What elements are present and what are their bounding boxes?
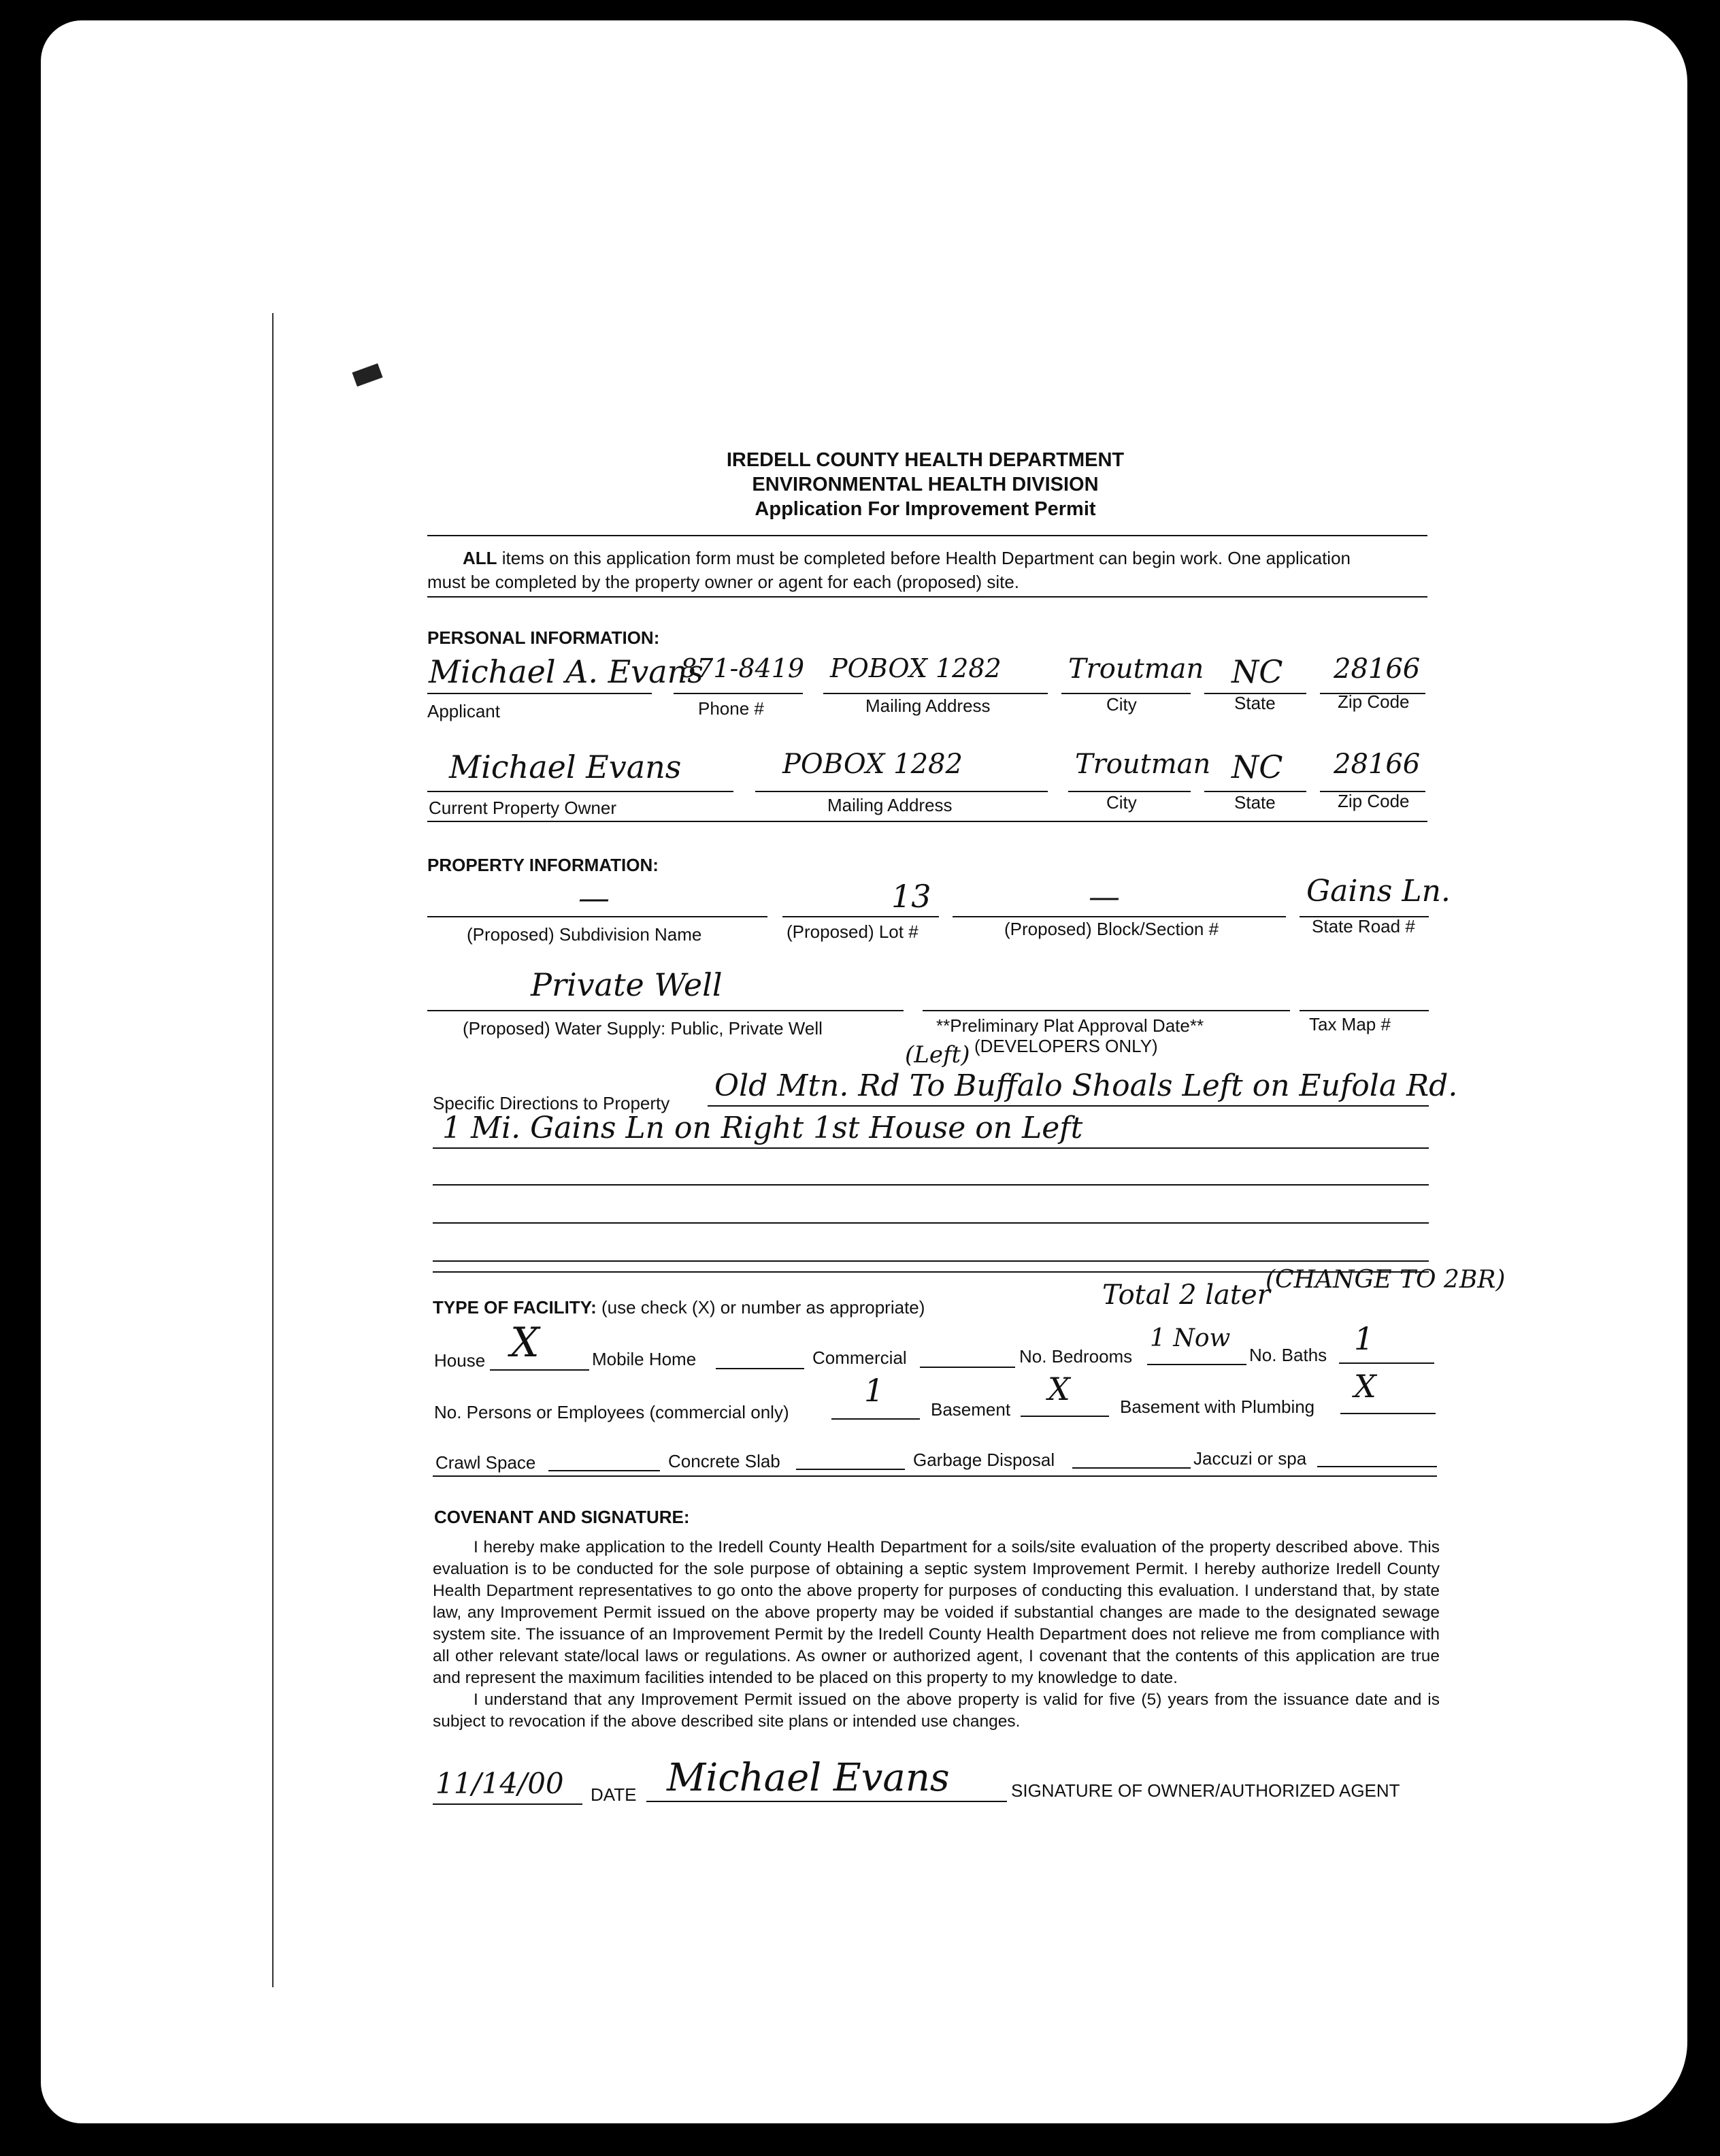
house-value: X: [510, 1319, 540, 1367]
field-line: [782, 916, 939, 917]
facility-line: TYPE OF FACILITY: (use check (X) or number as appropriate): [433, 1297, 925, 1318]
block-value: —: [1089, 878, 1120, 915]
subdivision-label: (Proposed) Subdivision Name: [467, 924, 702, 945]
property-section-title: PROPERTY INFORMATION:: [427, 855, 659, 875]
bedrooms-value: 1 Now: [1150, 1324, 1231, 1352]
applicant-city-value: Troutman: [1068, 653, 1204, 685]
owner-address-value: POBOX 1282: [782, 749, 963, 780]
personal-section-title: PERSONAL INFORMATION:: [427, 627, 660, 648]
directions-note: (Left): [905, 1041, 970, 1068]
water-supply-label: (Proposed) Water Supply: Public, Private Well: [463, 1018, 823, 1039]
basement-label: Basement: [931, 1399, 1011, 1420]
header-line-1: IREDELL COUNTY HEALTH DEPARTMENT: [726, 449, 1125, 471]
field-line: [953, 916, 1286, 917]
date-label: DATE: [591, 1784, 637, 1805]
field-line: [548, 1470, 660, 1471]
intro-line-1: ALL items on this application form must be completed before Health Department can begin work. One application: [463, 548, 1351, 568]
field-line: [427, 1010, 904, 1011]
block-label: (Proposed) Block/Section #: [1004, 919, 1219, 939]
field-line: [1072, 1467, 1191, 1469]
garbage-disposal-label: Garbage Disposal: [913, 1450, 1055, 1470]
covenant-paragraph-1: I hereby make application to the Iredell County Health Department for a soils/site evaluation of the property described above. This evaluation is to be conducted for the sole purpose of obtaining a septic system Improvement Permit. I hereby authorize Iredell County Health Department representatives to go onto the above property for purposes of conducting this evaluation. I understand that, by state law, any Improvement Permit issued on the above property may be voided if substantial changes are made to the designated sewage system site. The issuance of an Improvement Permit by the Iredell County Health Department does not relieve me from compliance with all other relevant state/local laws or regulations. As owner or authorized agent, I covenant that the contents of this application are true and represent the maximum facilities intended to be placed on this property to my knowledge to date.: [433, 1538, 1440, 1687]
crawl-space-label: Crawl Space: [435, 1452, 536, 1473]
jaccuzi-label: Jaccuzi or spa: [1193, 1448, 1307, 1469]
field-line: [1021, 1416, 1109, 1417]
field-line: [1339, 1362, 1434, 1364]
owner-zip-label: Zip Code: [1338, 791, 1410, 811]
field-line: [831, 1418, 920, 1420]
signature-date-value: 11/14/00: [435, 1767, 564, 1800]
applicant-phone-value: 871-8419: [680, 653, 805, 683]
scan-edge-line: [272, 313, 274, 1987]
state-label: State: [1234, 693, 1276, 713]
baths-value: 1: [1354, 1320, 1374, 1357]
phone-label: Phone #: [698, 698, 764, 719]
field-line: [923, 1010, 1290, 1011]
owner-state-label: State: [1234, 792, 1276, 813]
field-line: [490, 1369, 589, 1371]
owner-name-value: Michael Evans: [449, 749, 682, 785]
mobile-home-label: Mobile Home: [592, 1349, 697, 1369]
field-line: [433, 1184, 1429, 1186]
field-line: [1317, 1466, 1437, 1467]
water-supply-value: Private Well: [531, 966, 723, 1003]
field-line: [823, 693, 1048, 694]
commercial-label: Commercial: [812, 1348, 907, 1368]
directions-line-1: Old Mtn. Rd To Buffalo Shoals Left on Eufola Rd.: [714, 1068, 1458, 1103]
basement-plumbing-value: X: [1354, 1368, 1376, 1405]
header-line-2: ENVIRONMENTAL HEALTH DIVISION: [752, 474, 1099, 495]
field-line: [433, 1222, 1429, 1224]
bedrooms-label: No. Bedrooms: [1019, 1346, 1133, 1367]
change-note: (CHANGE TO 2BR): [1266, 1266, 1506, 1294]
applicant-zip-value: 28166: [1334, 653, 1421, 685]
basement-value: X: [1048, 1371, 1070, 1407]
signature-value: Michael Evans: [667, 1756, 950, 1800]
field-line: [716, 1368, 804, 1369]
intro-line-2: must be completed by the property owner or agent for each (proposed) site.: [427, 572, 1020, 592]
mailing-address-label: Mailing Address: [865, 696, 991, 716]
concrete-slab-label: Concrete Slab: [668, 1451, 780, 1471]
baths-label: No. Baths: [1249, 1345, 1327, 1365]
lot-label: (Proposed) Lot #: [787, 921, 919, 942]
field-line: [1300, 1010, 1429, 1011]
owner-city-label: City: [1106, 792, 1137, 813]
basement-plumbing-label: Basement with Plumbing: [1120, 1396, 1315, 1417]
directions-label: Specific Directions to Property: [433, 1093, 670, 1113]
subdivision-value: —: [578, 879, 610, 916]
applicant-name-value: Michael A. Evans: [429, 653, 704, 690]
persons-label: No. Persons or Employees (commercial only): [434, 1402, 789, 1422]
tax-map-label: Tax Map #: [1309, 1014, 1391, 1034]
state-road-value: Gains Ln.: [1306, 874, 1451, 909]
city-label: City: [1106, 694, 1137, 715]
covenant-text: [433, 1537, 1440, 1733]
field-line: [646, 1801, 1007, 1802]
directions-line-2: 1 Mi. Gains Ln on Right 1st House on Left: [442, 1111, 1083, 1145]
applicant-address-value: POBOX 1282: [830, 653, 1002, 683]
owner-city-value: Troutman: [1075, 749, 1211, 780]
state-road-label: State Road #: [1312, 916, 1415, 936]
field-line: [674, 693, 803, 694]
applicant-label: Applicant: [427, 701, 500, 721]
zip-label: Zip Code: [1338, 691, 1410, 712]
rule: [427, 821, 1427, 822]
lot-value: 13: [891, 878, 931, 915]
rule: [433, 1475, 1437, 1477]
field-line: [708, 1105, 1429, 1107]
bedroom-note: Total 2 later: [1102, 1279, 1270, 1311]
owner-mailing-label: Mailing Address: [827, 795, 953, 815]
field-line: [433, 1803, 582, 1805]
rule: [427, 596, 1427, 598]
covenant-paragraph-2: I understand that any Improvement Permit issued on the above property is valid for five (5) years from the issuance date and is subject to revocation if the above described site plans or intended use changes.: [433, 1690, 1440, 1731]
field-line: [920, 1367, 1015, 1368]
plat-approval-label: **Preliminary Plat Approval Date**: [936, 1015, 1204, 1036]
developers-only-label: (DEVELOPERS ONLY): [974, 1036, 1158, 1056]
field-line: [433, 1260, 1429, 1262]
field-line: [796, 1469, 905, 1470]
applicant-state-value: NC: [1231, 653, 1283, 690]
persons-value: 1: [864, 1372, 884, 1409]
rule: [427, 535, 1427, 536]
owner-zip-value: 28166: [1334, 749, 1421, 780]
field-line: [1340, 1413, 1436, 1414]
owner-state-value: NC: [1231, 749, 1283, 785]
header-line-3: Application For Improvement Permit: [755, 498, 1096, 520]
field-line: [427, 791, 733, 792]
field-line: [427, 693, 652, 694]
covenant-section-title: COVENANT AND SIGNATURE:: [434, 1507, 690, 1527]
field-line: [755, 791, 1048, 792]
field-line: [427, 916, 767, 917]
signature-label: SIGNATURE OF OWNER/AUTHORIZED AGENT: [1011, 1780, 1400, 1801]
field-line: [433, 1147, 1429, 1149]
house-label: House: [434, 1350, 486, 1371]
owner-label: Current Property Owner: [429, 798, 616, 818]
field-line: [1147, 1364, 1246, 1365]
